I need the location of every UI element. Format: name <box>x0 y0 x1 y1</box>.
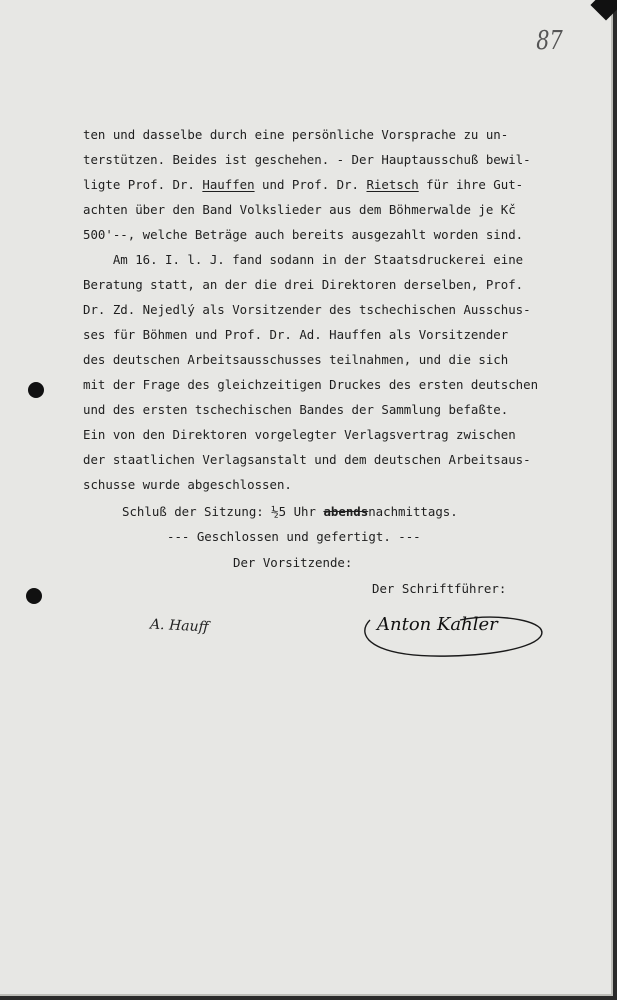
text-line <box>83 178 523 192</box>
secretary-label: Der Schriftführer: <box>372 581 507 596</box>
underlined-name: Hauffen <box>202 177 255 192</box>
text-line: Dr. Zd. Nejedlý als Vorsitzender des tschechischen Ausschus- <box>83 302 531 317</box>
text-line: ten und dasselbe durch eine persönliche Vorsprache zu un- <box>83 127 509 142</box>
text-fragment: Schluß der Sitzung: <box>122 504 272 519</box>
text-fragment: Uhr <box>286 504 324 519</box>
text-line: des deutschen Arbeitsausschusses teilnahmen, und die sich <box>83 352 509 367</box>
secretary-signature: Anton Kahler <box>377 614 498 635</box>
chair-label: Der Vorsitzende: <box>233 555 353 570</box>
chair-signature: A. Hauff <box>149 616 209 636</box>
underlined-name: Rietsch <box>366 177 419 192</box>
text-line: Beratung statt, an der die drei Direktoren derselben, Prof. <box>83 277 524 292</box>
text-line: Ein von den Direktoren vorgelegter Verlagsvertrag zwischen <box>83 427 516 442</box>
text-line: terstützen. Beides ist geschehen. - Der Hauptausschuß bewil- <box>83 152 531 167</box>
page-corner-mark <box>590 0 617 21</box>
text-line: und des ersten tschechischen Bandes der Sammlung befaßte. <box>83 402 509 417</box>
text-line: schusse wurde abgeschlossen. <box>83 477 292 492</box>
time-value: ½5 <box>271 504 287 519</box>
text-line: 500'--, welche Beträge auch bereits ausgezahlt worden sind. <box>83 227 524 242</box>
text-fragment: ligte Prof. Dr. <box>83 177 203 192</box>
text-line: mit der Frage des gleichzeitigen Druckes des ersten deutschen <box>83 377 539 392</box>
closing-line <box>122 505 458 519</box>
text-line: der staatlichen Verlagsanstalt und dem deutschen Arbeitsaus- <box>83 452 531 467</box>
text-fragment: nachmittags. <box>368 504 458 519</box>
struck-word: abends <box>323 504 369 519</box>
folio-number: 87 <box>536 26 563 56</box>
text-fragment: und Prof. Dr. <box>254 177 367 192</box>
text-line: ses für Böhmen und Prof. Dr. Ad. Hauffen als Vorsitzender <box>83 327 509 342</box>
closing-line: --- Geschlossen und gefertigt. --- <box>167 529 421 544</box>
text-line: achten über den Band Volkslieder aus dem Böhmerwalde je Kč <box>83 202 516 217</box>
punch-hole <box>26 588 42 604</box>
text-line: Am 16. I. l. J. fand sodann in der Staatsdruckerei eine <box>83 252 524 267</box>
text-fragment: für ihre Gut- <box>418 177 524 192</box>
punch-hole <box>28 382 44 398</box>
